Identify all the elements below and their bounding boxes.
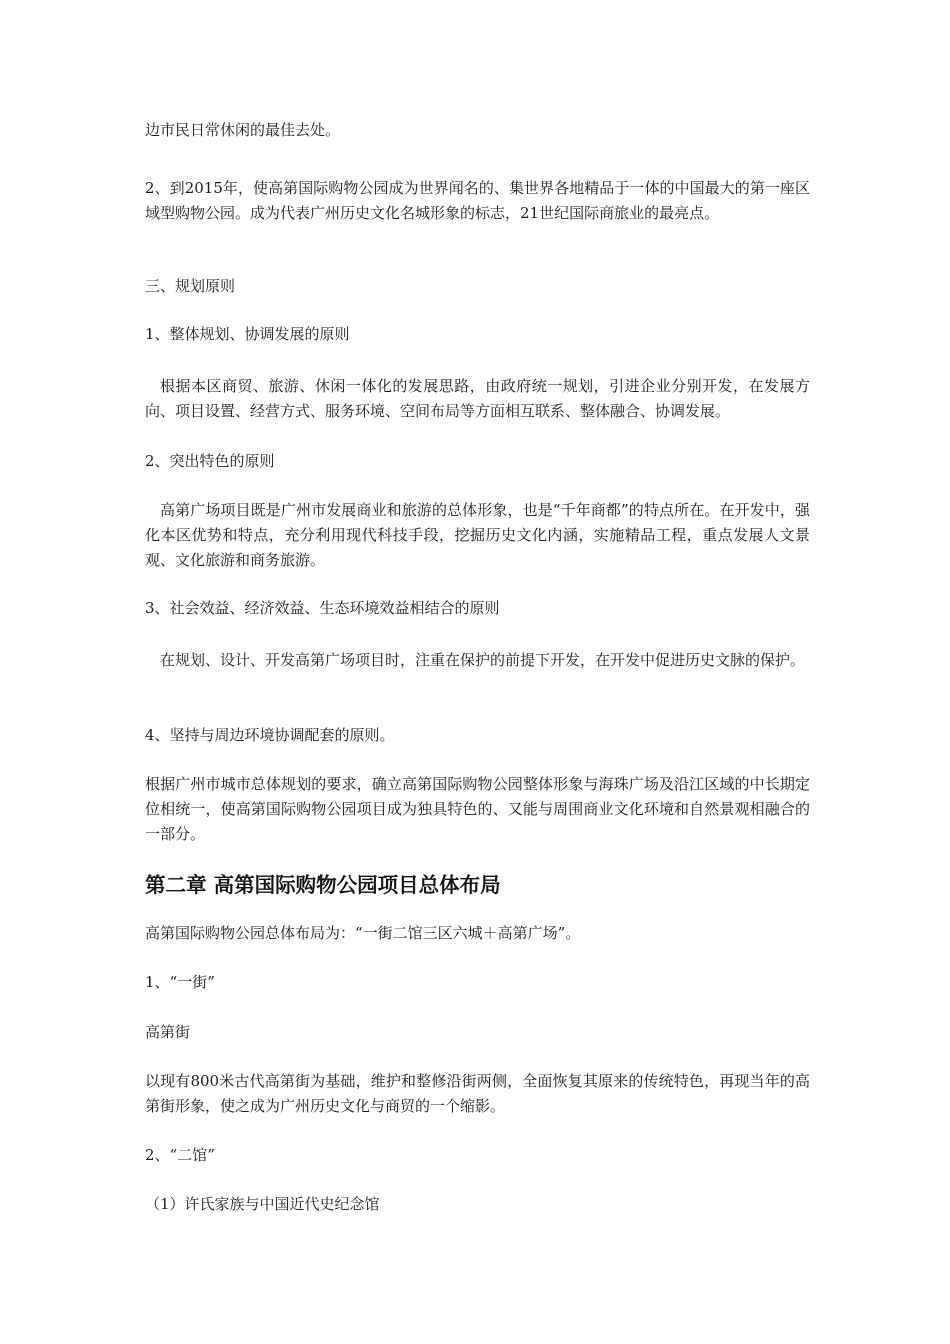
layout-item-2-heading: 2、“二馆” bbox=[145, 1146, 215, 1164]
paragraph-intro-continuation: 边市民日常休闲的最佳去处。 bbox=[145, 121, 341, 139]
chapter-title: 第二章 高第国际购物公园项目总体布局 bbox=[145, 873, 501, 897]
principle-body-3: 在规划、设计、开发高第广场项目时，注重在保护的前提下开发，在开发中促进历史文脉的保护。 bbox=[160, 651, 806, 669]
principle-body-4: 根据广州市城市总体规划的要求，确立高第国际购物公园整体形象与海珠广场及沿江区域的中长期定位相统一，使高第国际购物公园项目成为独具特色的、又能与周围商业文化环境和自然景观相融合的一部分。 bbox=[145, 775, 810, 843]
principle-heading-3: 3、社会效益、经济效益、生态环境效益相结合的原则 bbox=[145, 599, 500, 617]
principle-heading-1: 1、整体规划、协调发展的原则 bbox=[145, 325, 350, 343]
layout-item-2-sub-1: （1）许氏家族与中国近代史纪念馆 bbox=[145, 1195, 380, 1213]
layout-item-1-name: 高第街 bbox=[145, 1023, 191, 1041]
section-heading-planning-principles: 三、规划原则 bbox=[145, 277, 236, 295]
layout-item-1-body: 以现有800米古代高第街为基础，维护和整修沿街两侧，全面恢复其原来的传统特色，再现当年的高第街形象，使之成为广州历史文化与商贸的一个缩影。 bbox=[145, 1072, 810, 1115]
principle-heading-2: 2、突出特色的原则 bbox=[145, 452, 275, 470]
paragraph-goal-2015: 2、到2015年，使高第国际购物公园成为世界闻名的、集世界各地精品于一体的中国最大的第一座区域型购物公园。成为代表广州历史文化名城形象的标志，21世纪国际商旅业的最亮点。 bbox=[145, 179, 810, 222]
principle-body-2: 高第广场项目既是广州市发展商业和旅游的总体形象，也是“千年商都”的特点所在。在开发中，强化本区优势和特点，充分利用现代科技手段，挖掘历史文化内涵，实施精品工程，重点发展人文景观、文化旅游和商务旅游。 bbox=[145, 501, 810, 569]
principle-body-1: 根据本区商贸、旅游、休闲一体化的发展思路，由政府统一规划，引进企业分别开发，在发展方向、项目设置、经营方式、服务环境、空间布局等方面相互联系、整体融合、协调发展。 bbox=[145, 377, 810, 420]
principle-heading-4: 4、坚持与周边环境协调配套的原则。 bbox=[145, 726, 395, 744]
layout-overview: 高第国际购物公园总体布局为：“一街二馆三区六城＋高第广场”。 bbox=[145, 924, 581, 942]
layout-item-1-heading: 1、“一街” bbox=[145, 973, 215, 991]
